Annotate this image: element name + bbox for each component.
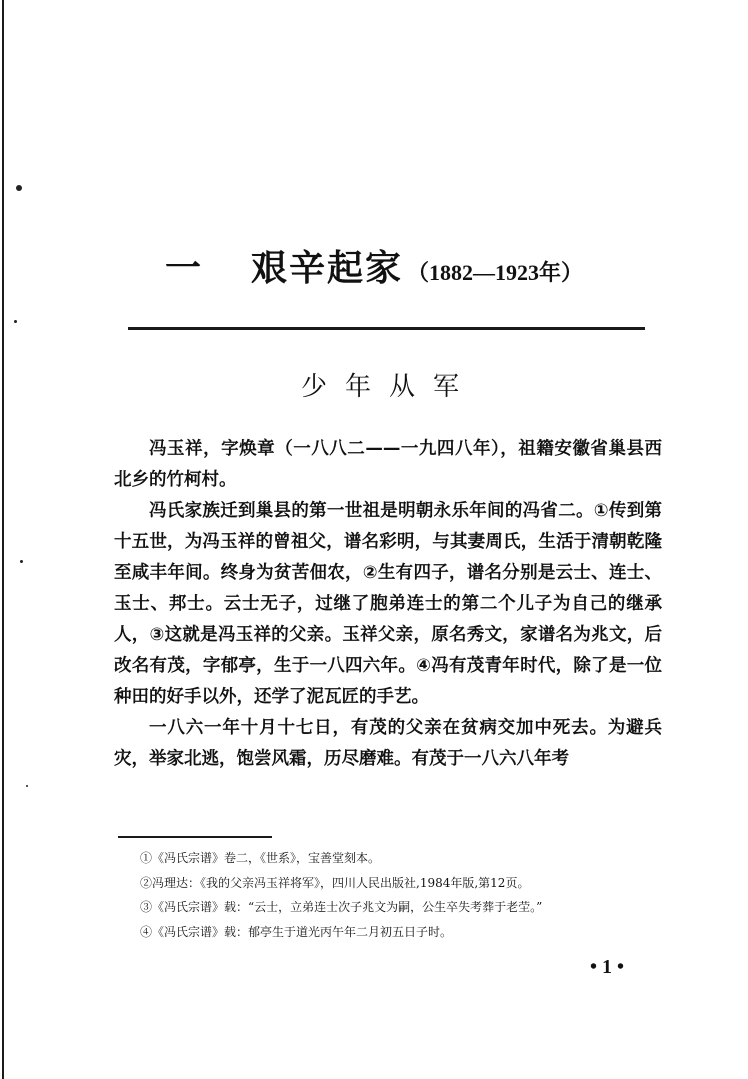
scan-edge xyxy=(2,0,4,1079)
footnote: ②冯理达：《我的父亲冯玉祥将军》，四川人民出版社,1984年版,第12页。 xyxy=(140,875,530,890)
chapter-name: 艰辛起家 xyxy=(250,248,403,289)
chapter-number: 一 xyxy=(164,248,203,289)
scan-speck xyxy=(16,185,22,191)
scan-speck xyxy=(20,560,23,563)
footnote: ①《冯氏宗谱》卷二，《世系》，宝善堂刻本。 xyxy=(140,851,381,865)
chapter-title xyxy=(0,240,748,291)
page-number: • 1 • xyxy=(590,956,625,978)
chapter-divider xyxy=(128,327,645,330)
paragraph: 冯玉祥，字焕章（一八八二——一九四八年），祖籍安徽省巢县西北乡的竹柯村。 xyxy=(114,439,662,490)
scan-speck xyxy=(14,320,17,323)
footnotes xyxy=(140,846,680,944)
paragraph: 一八六一年十月十七日，有茂的父亲在贫病交加中死去。为避兵灾，举家北逃，饱尝风霜，历尽磨难。有茂于一八六八年考 xyxy=(114,718,662,769)
scan-speck xyxy=(26,785,28,787)
paragraph: 冯氏家族迁到巢县的第一世祖是明朝永乐年间的冯省二。①传到第十五世，为冯玉祥的曾祖父，谱名彩明，与其妻周氏，生活于清朝乾隆至咸丰年间。终身为贫苦佃农，②生有四子，谱名分别是云士、连士、玉士、邦士。云士无子，过继了胞弟连士的第二个儿子为自己的继承人，③这就是冯玉祥的父亲。玉祥父亲，原名秀文，家谱名为兆文，后改名有茂，字郁亭，生于一八四六年。④冯有茂青年时代，除了是一位种田的好手以外，还学了泥瓦匠的手艺。 xyxy=(114,501,662,707)
body-text xyxy=(114,434,662,775)
footnote: ④《冯氏宗谱》载：郁亭生于道光丙午年二月初五日子时。 xyxy=(140,924,453,939)
footnote-divider xyxy=(118,836,272,838)
chapter-years: （1882—1923年） xyxy=(407,260,584,285)
section-title: 少年从军 xyxy=(300,372,477,402)
footnote: ③《冯氏宗谱》载：“云士，立弟连士次子兆文为嗣，公生卒失考葬于老茔。” xyxy=(140,900,543,914)
